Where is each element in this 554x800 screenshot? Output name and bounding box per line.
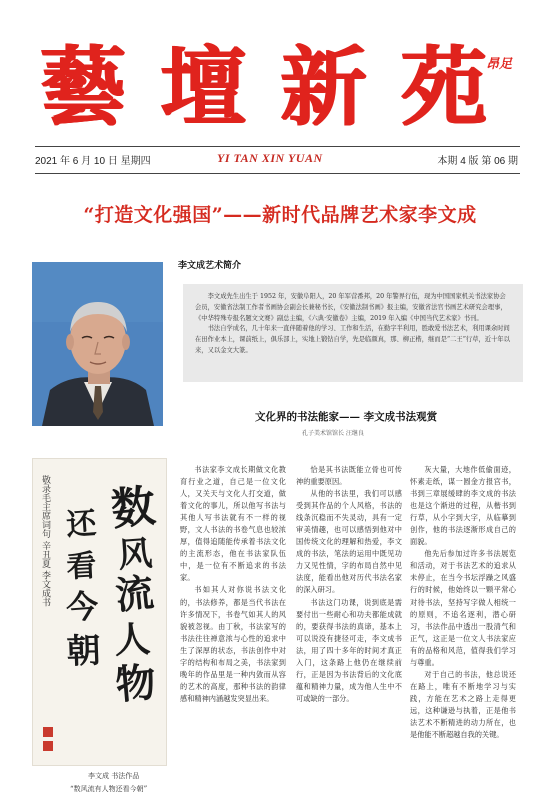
seal-stamp	[43, 741, 53, 751]
bio-panel	[183, 284, 523, 382]
calligraphy-char: 风	[116, 533, 154, 576]
calligraphy-inscription: 敬录毛主席词句 辛丑夏 李文成书	[40, 475, 50, 607]
article-column-1	[180, 464, 286, 790]
bio-paragraph: 书法自学成名，几十年来一直伴随着他的学习、工作和生活，在勤字半利用，胜敢爱书法艺术，利用课余时间在田作业本上，课前纸上，俱乐部上，实地上锻钻自学，先是临颜真，那、柳正楷，继而是“二王”行草，近十年以来，又以金文大篆。	[195, 325, 510, 354]
article-paragraph: 灰大量，大地作低偷面迹，怀素走纸，谋一圆金方报宫书，书到三章展缓肆的李文成的书法也是这个渐进的过程，从楷书到行草，从小字到大字，从临摹到创作，他的书法逐渐形成自己的面貌。	[410, 465, 516, 547]
article-paragraph: 从他的书法里，我们可以感受到其作品的个人风格，书法的线条沉稳而不失灵动，具有一定审美情趣，也可以感悟到他对中国传统文化的理解和热爱，李文成的书法，笔法的运用中既见功力又见性情，字的布局自然中见法度，能看出他对历代书法名家的深入研习。	[296, 489, 402, 595]
issue-date: 2021 年 6 月 10 日 星期四	[35, 156, 151, 167]
profile-heading: 李文成艺术简介	[178, 261, 242, 271]
calligraphy-char: 流	[113, 569, 156, 618]
seal-stamp	[43, 727, 53, 737]
issue-info-bar	[35, 146, 520, 174]
article-column-2	[296, 464, 402, 790]
calligraphy-char: 还	[65, 505, 98, 543]
bio-text	[195, 292, 511, 357]
calligraphy-char: 朝	[65, 630, 102, 672]
article-paragraph: 对于自己的书法，他总说还在路上，唯有不断地学习与实践，方能在艺术之路上走得更远，这种谦逊与执着，正是他书法艺术不断精进的动力所在，也是他能不断超越自我的关键。	[410, 669, 516, 740]
artist-portrait-photo	[32, 262, 163, 426]
calligraphy-artwork	[32, 458, 167, 766]
masthead-char-4: 苑	[400, 37, 485, 138]
masthead-char-1: 藝	[40, 37, 124, 138]
calligraphy-scroll	[33, 459, 166, 765]
article-paragraph: 恰是其书法既能立骨也可传神的重要原因。	[296, 465, 402, 487]
portrait-illustration	[32, 262, 163, 426]
calligraphy-char: 物	[113, 658, 158, 709]
article-paragraph: 书法这门功课，说到底是需要付出一些耐心和功夫都能成就的，要获得书法的真谛，基本上可以说没有捷径可走，李文成书法，用了四十多年的时间才真正入门，这条路上他仍在继续前行，正是因为书法背后的文化底蕴和精神力量，成为他人生中不可或缺的一部分。	[296, 597, 402, 703]
paper-pinyin-title: YI TAN XIN YUAN	[217, 151, 323, 165]
calligraphy-char: 今	[64, 586, 100, 627]
artwork-caption-title: “数风流有人物还看今朝”	[70, 785, 148, 793]
calligraphy-char: 看	[65, 548, 98, 585]
page-headline: “打造文化强国”——新时代品牌艺术家李文成	[83, 204, 477, 226]
calligraphy-char: 人	[113, 618, 152, 662]
masthead-char-3: 新	[280, 37, 365, 138]
article-paragraph: 书如其人对你说书法文化的，书法修养，都是当代书法在许多情况下，书卷气如其人的风貌被忽视。由丁秋，书法家写的书法往往禅意浓与心性的追求中生了深厚的状态，书法创作中对字的结构和布局之美，书法家到晚年的作品里是一种内敛而从容的艺术的高度，那种书法的韵律感和精神内涵越发突显出来。	[180, 585, 286, 703]
calligraphy-char: 数	[108, 480, 158, 536]
issue-number: 本期 4 版 第 06 期	[437, 156, 518, 167]
masthead-logo	[40, 38, 485, 138]
bio-paragraph: 李文成先生出生于 1952 年，安徽阜阳人，20 年军营番邦，20 年警界行伍，现为中国国家机关书法家协会会员，安徽省法制工作者书画协会副会长兼秘书长，《安徽法制书画》报主编，安徽省法官书画艺术研究会理事，《中华特殊专报名题文文赛》副总主编，《六典·安徽卷》主编，2019 年入编《中国当代艺术家》书刊。	[195, 293, 507, 322]
article-paragraph: 书法家李文成长期做文化教育行业之道，自己是一位文化人，又关天与文化人打交道，做着文化的事儿，所以他写书法与其他人写书法就有不一样的视野，文人书法的书卷气息也较浓厚，值得追随能传承着书法文化的主流形态，他在书法家队伍中，是一位有不断追求的书法家。	[180, 465, 286, 583]
article-paragraph: 他先后参加过许多书法展览和活动，对于书法艺术的追求从未停止，在当今书坛浮躁之风盛行的时候，他始终以一颗平常心对待书法，坚持写字做人相统一的原则，不追名逐利，潜心研习，书法作品中透出一股清气和正气，这正是一位文人书法家应有的品格和风范，值得我们学习与尊重。	[410, 549, 516, 667]
masthead-signature: 昂足	[486, 57, 513, 72]
article-byline: 孔子美术馆馆长 汪继良	[302, 430, 364, 437]
masthead-char-2: 壇	[160, 37, 245, 138]
article-title: 文化界的书法能家—— 李文成书法观赏	[255, 411, 438, 423]
article-column-3	[410, 464, 516, 790]
artwork-caption: 李文成 书法作品	[88, 772, 140, 780]
